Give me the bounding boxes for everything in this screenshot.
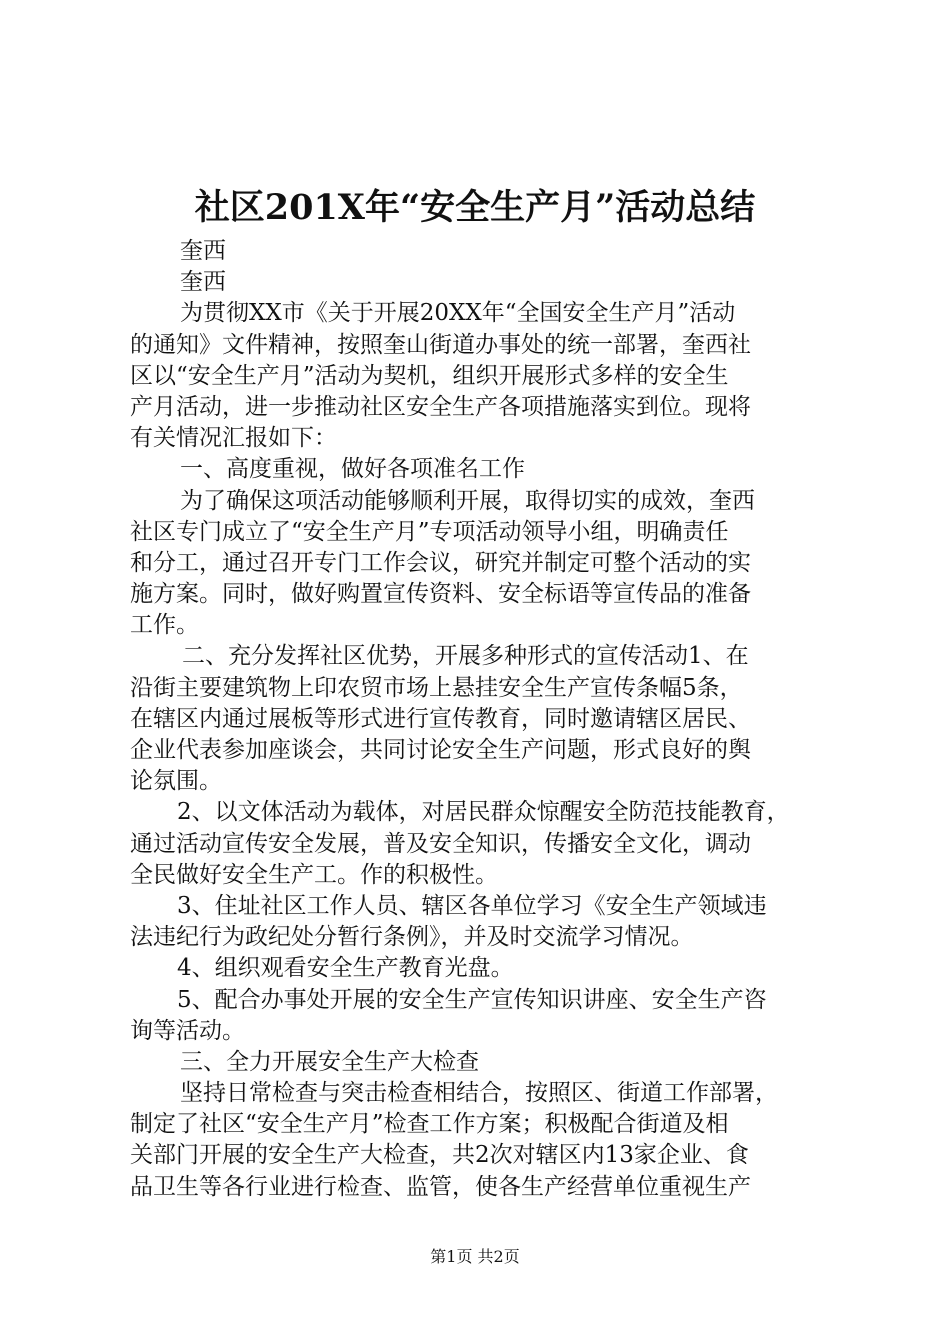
text-line: 品卫生等各行业进行检查、监管，使各生产经营单位重视生产 [130,1173,751,1200]
text-line: 和分工，通过召开专门工作会议，研究并制定可整个活动的实 [130,549,751,576]
text-line: 关部门开展的安全生产大检查，共2次对辖区内13家企业、食 [130,1142,749,1169]
text-line: 为了确保这项活动能够顺利开展，取得切实的成效，奎西 [180,487,755,514]
text-line: 工作。 [130,612,199,639]
text-line: 2、以文体活动为载体，对居民群众惊醒安全防范技能教育， [177,799,790,826]
text-line: 的通知》文件精神，按照奎山街道办事处的统一部署，奎西社 [130,331,751,358]
document-body [130,236,834,1203]
text-line: 奎西 [180,238,226,264]
text-line: 法违纪行为政纪处分暂行条例》，并及时交流学习情况。 [130,924,694,951]
text-line: 坚持日常检查与突击检查相结合，按照区、街道工作部署， [180,1080,778,1107]
text-line: 5、配合办事处开展的安全生产宣传知识讲座、安全生产咨 [177,986,767,1013]
text-line: 为贯彻XX市《关于开展20XX年“全国安全生产月”活动 [180,300,736,327]
text-line: 企业代表参加座谈会，共同讨论安全生产问题，形式良好的舆 [130,737,751,763]
text-line: 奎西 [180,269,226,296]
text-line: 产月活动，进一步推动社区安全生产各项措施落实到位。现将 [130,393,751,420]
text-line: 施方案。同时，做好购置宣传资料、安全标语等宣传品的准备 [130,581,751,608]
text-line: 社区专门成立了“安全生产月”专项活动领导小组，明确责任 [130,518,729,545]
text-line: 询等活动。 [130,1017,245,1044]
text-line: 全民做好安全生产工。作的积极性。 [130,861,498,888]
text-line: 论氛围。 [130,768,222,795]
text-line: 3、住址社区工作人员、辖区各单位学习《安全生产领域违 [177,892,767,919]
text-line: 三、全力开展安全生产大检查 [180,1048,479,1075]
text-line: 有关情况汇报如下： [130,425,337,452]
text-line: 制定了社区“安全生产月”检查工作方案；积极配合街道及相 [130,1111,729,1138]
text-line: 在辖区内通过展板等形式进行宣传教育，同时邀请辖区居民、 [130,705,751,732]
text-line: 通过活动宣传安全发展，普及安全知识，传播安全文化，调动 [130,830,751,857]
text-line: 4、组织观看安全生产教育光盘。 [177,955,514,982]
text-line: 二、充分发挥社区优势，开展多种形式的宣传活动1、在 [182,643,749,670]
text-line: 沿街主要建筑物上印农贸市场上悬挂安全生产宣传条幅5条， [130,674,743,701]
page-footer: 第1页 共2页 [430,1247,520,1266]
text-line: 区以“安全生产月”活动为契机，组织开展形式多样的安全生 [130,362,729,389]
document-title: 社区201X年“安全生产月”活动总结 [194,187,756,228]
text-line: 一、高度重视，做好各项准名工作 [180,456,525,483]
